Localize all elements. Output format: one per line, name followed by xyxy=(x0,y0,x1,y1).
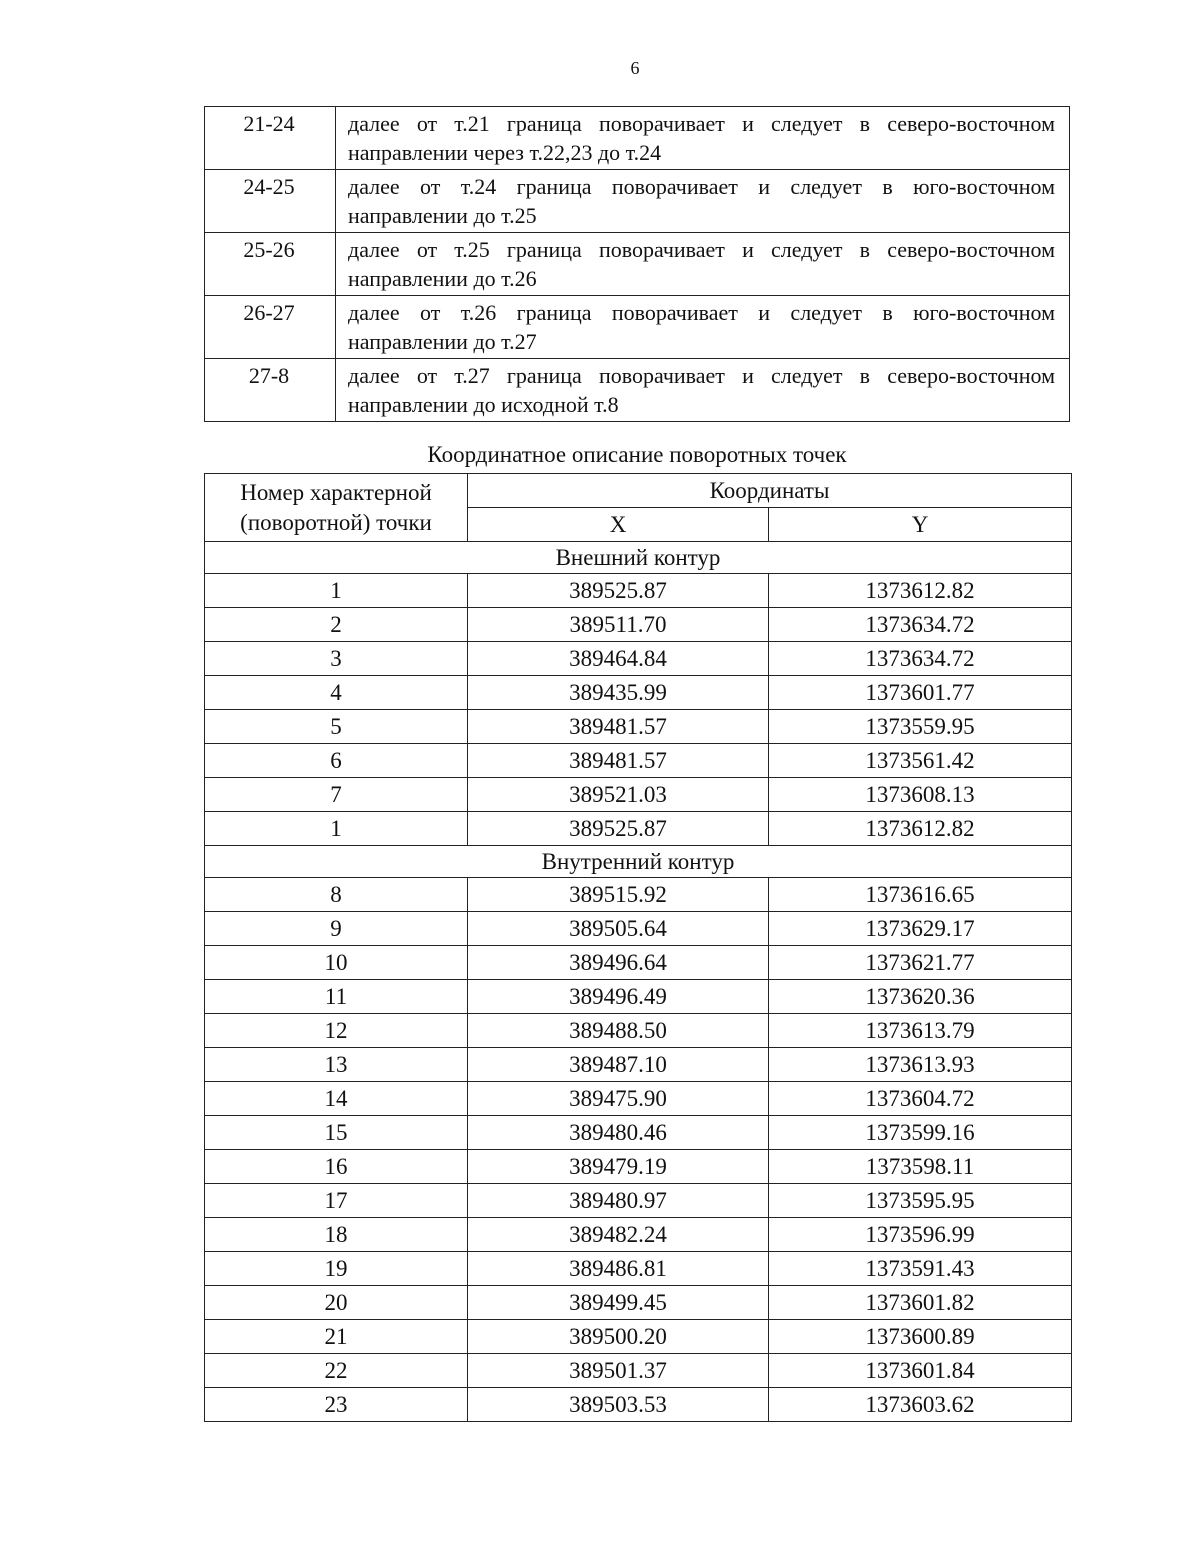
x-coordinate-cell: 389482.24 xyxy=(468,1218,769,1252)
x-coordinate-cell: 389503.53 xyxy=(468,1388,769,1422)
point-number-cell: 10 xyxy=(205,946,468,980)
point-number-cell: 5 xyxy=(205,710,468,744)
table-row xyxy=(205,676,1072,710)
segment-description: далее от т.25 граница поворачивает и следует в северо-восточном направлении до т.26 xyxy=(336,233,1070,296)
y-coordinate-cell: 1373613.93 xyxy=(769,1048,1072,1082)
table-row xyxy=(205,1354,1072,1388)
point-number-cell: 20 xyxy=(205,1286,468,1320)
y-coordinate-cell: 1373559.95 xyxy=(769,710,1072,744)
point-number-cell: 18 xyxy=(205,1218,468,1252)
x-coordinate-cell: 389501.37 xyxy=(468,1354,769,1388)
table-row xyxy=(205,1252,1072,1286)
y-coordinate-cell: 1373591.43 xyxy=(769,1252,1072,1286)
x-coordinate-cell: 389521.03 xyxy=(468,778,769,812)
y-coordinate-cell: 1373629.17 xyxy=(769,912,1072,946)
x-coordinate-cell: 389499.45 xyxy=(468,1286,769,1320)
segment-row xyxy=(205,296,1070,359)
table-row xyxy=(205,1048,1072,1082)
y-coordinate-cell: 1373601.84 xyxy=(769,1354,1072,1388)
point-number-cell: 19 xyxy=(205,1252,468,1286)
table-row xyxy=(205,574,1072,608)
x-coordinate-cell: 389496.64 xyxy=(468,946,769,980)
point-number-cell: 4 xyxy=(205,676,468,710)
header-x: X xyxy=(468,508,769,542)
x-coordinate-cell: 389481.57 xyxy=(468,744,769,778)
table-row xyxy=(205,1218,1072,1252)
segment-description: далее от т.27 граница поворачивает и следует в северо-восточном направлении до исходной т.8 xyxy=(336,359,1070,422)
y-coordinate-cell: 1373595.95 xyxy=(769,1184,1072,1218)
y-coordinate-cell: 1373634.72 xyxy=(769,642,1072,676)
point-number-cell: 21 xyxy=(205,1320,468,1354)
header-point-number: Номер характерной (поворотной) точки xyxy=(205,474,468,542)
y-coordinate-cell: 1373603.62 xyxy=(769,1388,1072,1422)
table-row xyxy=(205,1286,1072,1320)
x-coordinate-cell: 389500.20 xyxy=(468,1320,769,1354)
table-row xyxy=(205,1150,1072,1184)
point-number-cell: 6 xyxy=(205,744,468,778)
header-coordinates: Координаты xyxy=(468,474,1072,508)
x-coordinate-cell: 389515.92 xyxy=(468,878,769,912)
section-row xyxy=(205,846,1072,878)
point-number-cell: 1 xyxy=(205,574,468,608)
segment-row xyxy=(205,107,1070,170)
segment-id: 27-8 xyxy=(205,359,336,422)
x-coordinate-cell: 389525.87 xyxy=(468,812,769,846)
segment-id: 24-25 xyxy=(205,170,336,233)
point-number-cell: 14 xyxy=(205,1082,468,1116)
point-number-cell: 9 xyxy=(205,912,468,946)
coords-table-caption: Координатное описание поворотных точек xyxy=(427,442,847,467)
y-coordinate-cell: 1373616.65 xyxy=(769,878,1072,912)
table-row xyxy=(205,980,1072,1014)
coordinates-table xyxy=(204,473,1072,1422)
y-coordinate-cell: 1373601.82 xyxy=(769,1286,1072,1320)
x-coordinate-cell: 389487.10 xyxy=(468,1048,769,1082)
y-coordinate-cell: 1373561.42 xyxy=(769,744,1072,778)
segment-row xyxy=(205,170,1070,233)
x-coordinate-cell: 389479.19 xyxy=(468,1150,769,1184)
point-number-cell: 16 xyxy=(205,1150,468,1184)
point-number-cell: 22 xyxy=(205,1354,468,1388)
segment-row xyxy=(205,359,1070,422)
x-coordinate-cell: 389505.64 xyxy=(468,912,769,946)
point-number-cell: 13 xyxy=(205,1048,468,1082)
point-number-cell: 7 xyxy=(205,778,468,812)
table-row xyxy=(205,1388,1072,1422)
y-coordinate-cell: 1373612.82 xyxy=(769,812,1072,846)
x-coordinate-cell: 389511.70 xyxy=(468,608,769,642)
x-coordinate-cell: 389464.84 xyxy=(468,642,769,676)
section-title: Внутренний контур xyxy=(205,846,1072,878)
point-number-cell: 11 xyxy=(205,980,468,1014)
y-coordinate-cell: 1373634.72 xyxy=(769,608,1072,642)
x-coordinate-cell: 389525.87 xyxy=(468,574,769,608)
table-row xyxy=(205,778,1072,812)
segment-id: 21-24 xyxy=(205,107,336,170)
header-y: Y xyxy=(769,508,1072,542)
segment-id: 26-27 xyxy=(205,296,336,359)
point-number-cell: 12 xyxy=(205,1014,468,1048)
table-row xyxy=(205,710,1072,744)
x-coordinate-cell: 389496.49 xyxy=(468,980,769,1014)
y-coordinate-cell: 1373596.99 xyxy=(769,1218,1072,1252)
y-coordinate-cell: 1373599.16 xyxy=(769,1116,1072,1150)
table-row xyxy=(205,1184,1072,1218)
x-coordinate-cell: 389480.46 xyxy=(468,1116,769,1150)
table-row xyxy=(205,912,1072,946)
x-coordinate-cell: 389481.57 xyxy=(468,710,769,744)
y-coordinate-cell: 1373600.89 xyxy=(769,1320,1072,1354)
table-row xyxy=(205,744,1072,778)
table-row xyxy=(205,1014,1072,1048)
point-number-cell: 3 xyxy=(205,642,468,676)
segment-row xyxy=(205,233,1070,296)
point-number-cell: 23 xyxy=(205,1388,468,1422)
point-number-cell: 8 xyxy=(205,878,468,912)
segment-description: далее от т.21 граница поворачивает и следует в северо-восточном направлении через т.22,23 до т.24 xyxy=(336,107,1070,170)
x-coordinate-cell: 389475.90 xyxy=(468,1082,769,1116)
page-number: 6 xyxy=(630,58,640,78)
table-row xyxy=(205,608,1072,642)
section-title: Внешний контур xyxy=(205,542,1072,574)
segment-description: далее от т.26 граница поворачивает и следует в юго-восточном направлении до т.27 xyxy=(336,296,1070,359)
y-coordinate-cell: 1373621.77 xyxy=(769,946,1072,980)
segment-description: далее от т.24 граница поворачивает и следует в юго-восточном направлении до т.25 xyxy=(336,170,1070,233)
y-coordinate-cell: 1373598.11 xyxy=(769,1150,1072,1184)
y-coordinate-cell: 1373620.36 xyxy=(769,980,1072,1014)
x-coordinate-cell: 389435.99 xyxy=(468,676,769,710)
x-coordinate-cell: 389488.50 xyxy=(468,1014,769,1048)
segment-id: 25-26 xyxy=(205,233,336,296)
x-coordinate-cell: 389480.97 xyxy=(468,1184,769,1218)
y-coordinate-cell: 1373601.77 xyxy=(769,676,1072,710)
table-row xyxy=(205,878,1072,912)
point-number-cell: 15 xyxy=(205,1116,468,1150)
point-number-cell: 1 xyxy=(205,812,468,846)
point-number-cell: 2 xyxy=(205,608,468,642)
table-row xyxy=(205,1116,1072,1150)
x-coordinate-cell: 389486.81 xyxy=(468,1252,769,1286)
section-row xyxy=(205,542,1072,574)
y-coordinate-cell: 1373604.72 xyxy=(769,1082,1072,1116)
table-row xyxy=(205,812,1072,846)
table-row xyxy=(205,642,1072,676)
y-coordinate-cell: 1373608.13 xyxy=(769,778,1072,812)
boundary-segments-table xyxy=(204,106,1070,422)
table-row xyxy=(205,1320,1072,1354)
point-number-cell: 17 xyxy=(205,1184,468,1218)
table-row xyxy=(205,946,1072,980)
y-coordinate-cell: 1373612.82 xyxy=(769,574,1072,608)
table-row xyxy=(205,1082,1072,1116)
y-coordinate-cell: 1373613.79 xyxy=(769,1014,1072,1048)
